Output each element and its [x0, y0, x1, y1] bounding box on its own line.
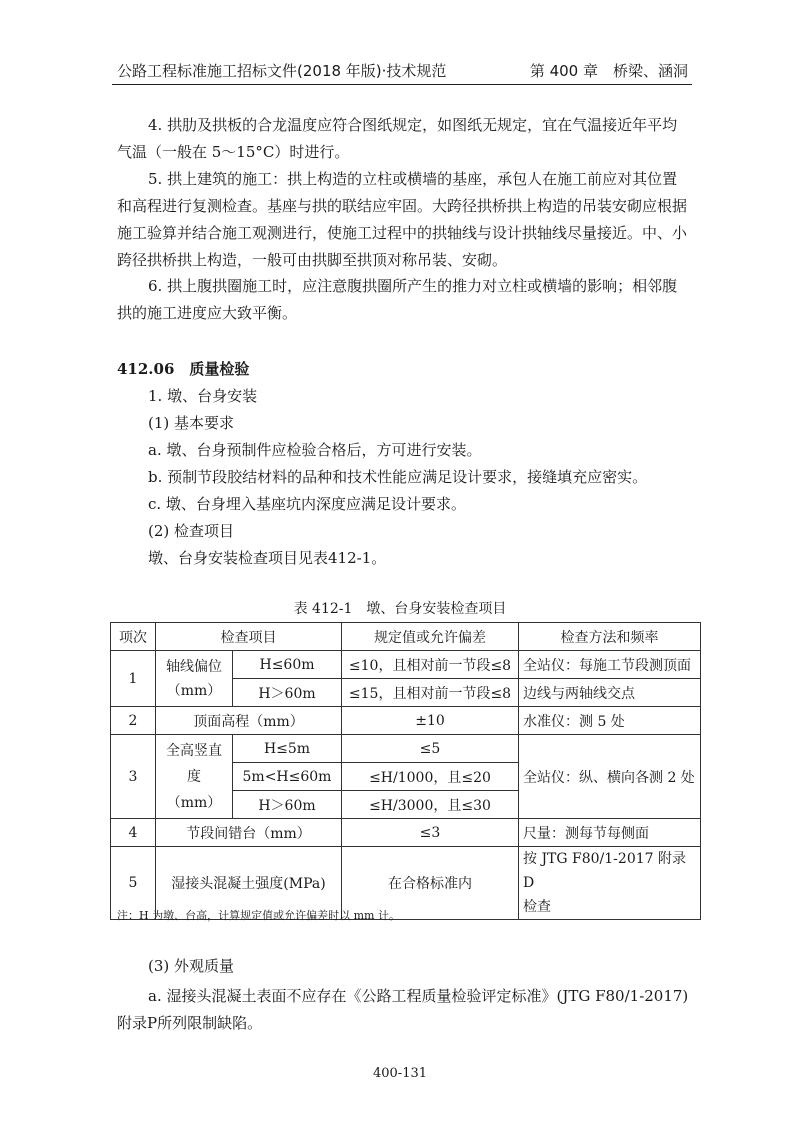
table-caption: 表 412-1 墩、台身安装检查项目 [293, 601, 507, 617]
section-title: 412.06 质量检验 [117, 360, 250, 378]
item-cell: 节段间错台（mm） [156, 819, 342, 847]
value-cell: ≤10，且相对前一节段≤8 [342, 651, 519, 679]
item-unit: （mm） [166, 682, 222, 699]
item-cell [156, 651, 233, 707]
value-cell: ≤H/3000，且≤30 [342, 791, 519, 819]
table-note: 注：H 为墩、台高，计算规定值或允许偏差时以 mm 计。 [117, 909, 400, 922]
requirement-a: a. 墩、台身预制件应检验合格后，方可进行安装。 [148, 441, 482, 459]
row-number: 1 [111, 651, 156, 707]
header-cell: 检查方法和频率 [519, 623, 701, 651]
value-cell: ≤15，且相对前一节段≤8 [342, 679, 519, 707]
item-name: 轴线偏位 [166, 658, 222, 675]
appearance-a: a. 湿接头混凝土表面不应存在《公路工程质量检验评定标准》(JTG F80/1-2017) 附录P所列限制缺陷。 [117, 987, 689, 1032]
method-cell: 全站仪：每施工节段测顶面 [519, 651, 701, 679]
condition-cell: H≤5m [233, 735, 342, 763]
method-cell: 边线与两轴线交点 [519, 679, 701, 707]
table-row [111, 735, 701, 763]
item-cell [156, 735, 233, 819]
header-cell: 项次 [111, 623, 156, 651]
table-header-row [111, 623, 701, 651]
condition-cell: 5m<H≤60m [233, 763, 342, 791]
subheading-appearance: (3) 外观质量 [148, 957, 235, 975]
header-cell: 检查项目 [156, 623, 342, 651]
method-line: 按 JTG F80/1-2017 附录 D [523, 851, 686, 891]
item-cell: 顶面高程（mm） [156, 707, 342, 735]
row-number: 5 [111, 847, 156, 920]
requirement-c: c. 墩、台身埋入基座坑内深度应满足设计要求。 [148, 495, 466, 513]
method-cell: 尺量：测每节每侧面 [519, 819, 701, 847]
paragraph-6: 6. 拱上腹拱圈施工时，应注意腹拱圈所产生的推力对立柱或横墙的影响；相邻腹拱的施工进度应大致平衡。 [117, 277, 678, 322]
table-row [111, 707, 701, 735]
condition-cell: H≤60m [233, 651, 342, 679]
condition-cell: H＞60m [233, 679, 342, 707]
value-cell: ≤3 [342, 819, 519, 847]
header-title: 公路工程标准施工招标文件(2018 年版)·技术规范 [117, 62, 447, 80]
row-number: 2 [111, 707, 156, 735]
item-name: 全高竖直度 [166, 742, 222, 785]
header-cell: 规定值或允许偏差 [342, 623, 519, 651]
method-line: 检查 [523, 899, 551, 915]
header-chapter: 第 400 章 桥梁、涵洞 [529, 62, 688, 80]
table-row [111, 819, 701, 847]
value-cell: ≤5 [342, 735, 519, 763]
item-unit: （mm） [166, 794, 222, 811]
method-cell: 全站仪：纵、横向各测 2 处 [519, 735, 701, 819]
paragraph-5: 5. 拱上建筑的施工：拱上构造的立柱或横墙的基座，承包人在施工前应对其位置和高程进行复测检查。基座与拱的联结应牢固。大跨径拱桥拱上构造的吊装安砌应根据施工验算并结合施工观测进行，使施工过程中的拱轴线与设计拱轴线尽量接近。中、小跨径拱桥拱上构造，一般可由拱脚至拱顶对称吊装、安砌。 [117, 170, 688, 269]
header-rule [112, 84, 692, 85]
requirement-b: b. 预制节段胶结材料的品种和技术性能应满足设计要求，接缝填充应密实。 [148, 468, 648, 486]
row-number: 3 [111, 735, 156, 819]
condition-cell: H＞60m [233, 791, 342, 819]
method-cell [519, 847, 701, 920]
item-1-heading: 1. 墩、台身安装 [148, 387, 258, 405]
table-reference: 墩、台身安装检查项目见表412-1。 [148, 549, 387, 567]
value-cell: ±10 [342, 707, 519, 735]
paragraph-4: 4. 拱肋及拱板的合龙温度应符合图纸规定，如图纸无规定，宜在气温接近年平均气温（一般在 5～15°C）时进行。 [117, 116, 678, 161]
table-row [111, 651, 701, 679]
subheading-inspection-items: (2) 检查项目 [148, 522, 235, 540]
item-cell: 湿接头混凝土强度(MPa) [156, 847, 342, 920]
inspection-table [110, 622, 701, 920]
page-number: 400-131 [372, 1066, 428, 1081]
row-number: 4 [111, 819, 156, 847]
value-cell: 在合格标准内 [342, 847, 519, 920]
subheading-basic-requirements: (1) 基本要求 [148, 414, 235, 432]
value-cell: ≤H/1000，且≤20 [342, 763, 519, 791]
method-cell: 水准仪：测 5 处 [519, 707, 701, 735]
